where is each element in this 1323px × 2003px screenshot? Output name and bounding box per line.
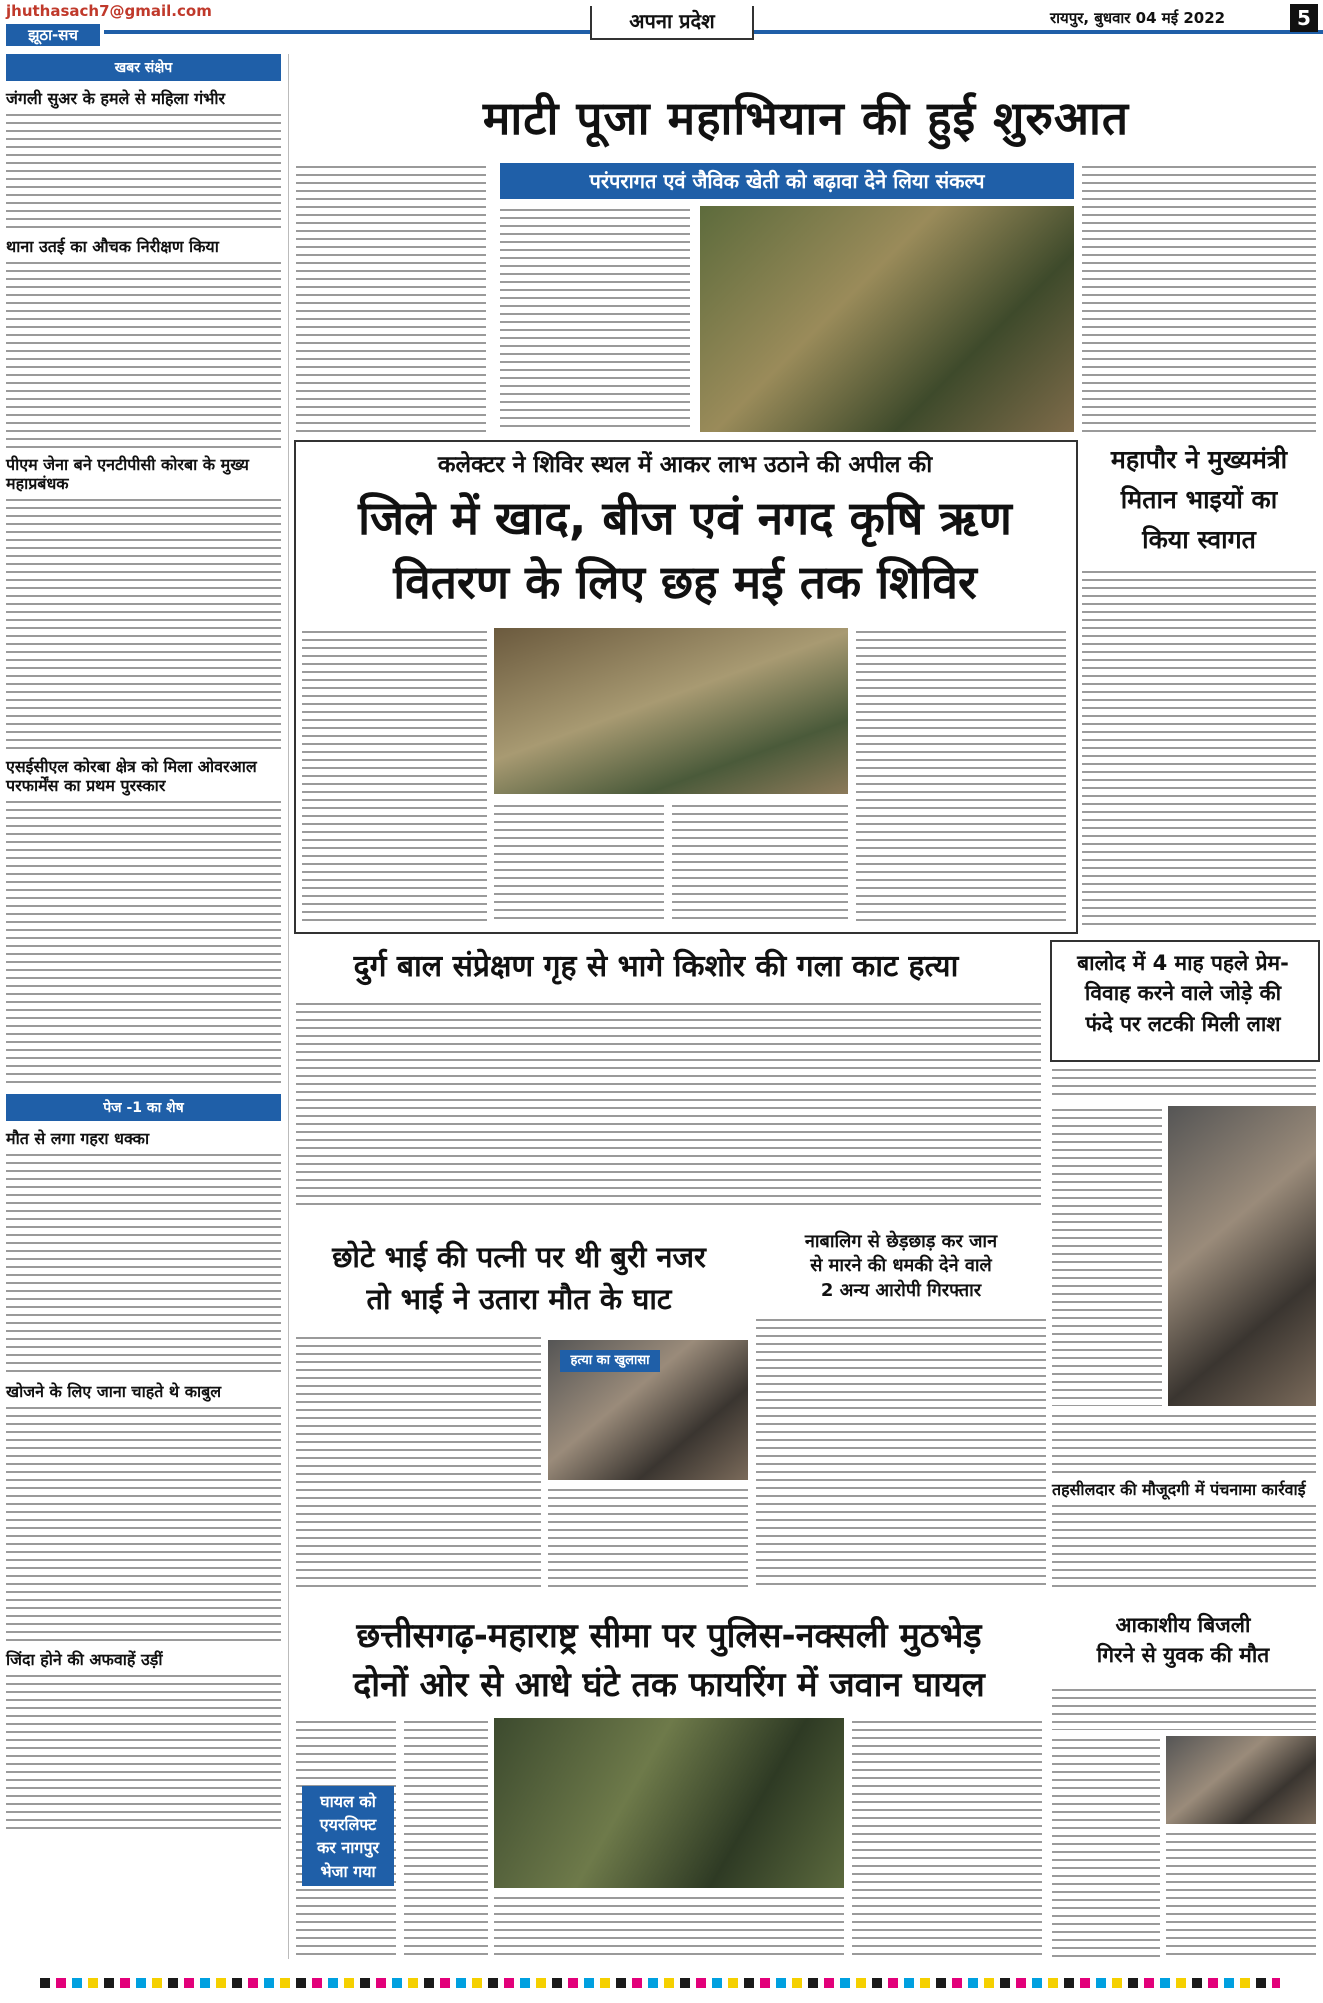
- story9-headline-line2: गिरने से युवक की मौत: [1096, 1643, 1270, 1668]
- section-title: अपना प्रदेश: [590, 6, 754, 40]
- news-brief-sidebar: [6, 54, 281, 1959]
- story6-headline: [294, 1236, 744, 1320]
- story2-body: [672, 802, 848, 923]
- story9-headline: [1050, 1610, 1316, 1671]
- story5-subhead: तहसीलदार की मौजूदगी में पंचनामा कार्रवाई: [1052, 1480, 1306, 1499]
- story2-photo: [494, 628, 848, 794]
- brief-body: [6, 259, 281, 449]
- story1-kicker: परंपरागत एवं जैविक खेती को बढ़ावा देने लिया संकल्प: [500, 163, 1074, 199]
- story3-headline: [1082, 440, 1316, 560]
- story8-callout: [302, 1786, 394, 1886]
- story5-headline-line3: फंदे पर लटकी मिली लाश: [1085, 1011, 1281, 1036]
- sidebar-label: खबर संक्षेप: [6, 54, 281, 81]
- story8-headline: [294, 1612, 1044, 1711]
- story8-callout-line2: एयरलिफ्ट: [319, 1815, 377, 1835]
- continuation-body: [6, 1151, 281, 1376]
- page-number: 5: [1290, 4, 1318, 32]
- story1-photo: [700, 206, 1074, 432]
- brief-body: [6, 496, 281, 751]
- story8-callout-line4: भेजा गया: [320, 1861, 376, 1881]
- story8-headline-line1: छत्तीसगढ़-महाराष्ट्र सीमा पर पुलिस-नक्सली मुठभेड़: [356, 1616, 982, 1656]
- story8-body: [494, 1894, 844, 1958]
- story9-body: [1166, 1830, 1316, 1958]
- story5-photo: [1168, 1106, 1316, 1406]
- brief-headline: एसईसीएल कोरबा क्षेत्र को मिला ओवरआल परफार्मेंस का प्रथम पुरस्कार: [6, 757, 257, 795]
- brief-body: [6, 111, 281, 231]
- story6-body: [548, 1486, 748, 1589]
- story2-body: [494, 802, 664, 923]
- header-email: jhuthasach7@gmail.com: [6, 2, 212, 20]
- story4-headline: दुर्ग बाल संप्रेक्षण गृह से भागे किशोर की गला काट हत्या: [353, 949, 959, 984]
- brief-headline: थाना उतई का औचक निरीक्षण किया: [6, 237, 219, 256]
- story3-headline-line3: किया स्वागत: [1142, 525, 1256, 554]
- story3-body: [1082, 568, 1316, 928]
- story5-body: [1052, 1502, 1316, 1590]
- story1-headline: माटी पूजा महाभियान की हुई शुरुआत: [482, 91, 1130, 145]
- story5-headline: [1054, 948, 1312, 1039]
- story7-headline-line2: से मारने की धमकी देने वाले: [810, 1255, 992, 1277]
- story5-body: [1052, 1412, 1316, 1474]
- story6-headline-line2: तो भाई ने उतारा मौत के घाट: [366, 1282, 672, 1317]
- story7-body: [756, 1316, 1046, 1589]
- brief-body: [6, 798, 281, 1088]
- story5-headline-line1: बालोद में 4 माह पहले प्रेम-: [1077, 951, 1289, 975]
- footer-color-bar: [40, 1978, 1280, 1988]
- story7-headline: [756, 1230, 1046, 1303]
- story2-body: [302, 628, 487, 923]
- story1-body: [296, 163, 486, 433]
- story3-headline-line1: महापौर ने मुख्यमंत्री: [1110, 445, 1288, 474]
- story8-body: [404, 1718, 488, 1958]
- brief-headline: पीएम जेना बने एनटीपीसी कोरबा के मुख्य महाप्रबंधक: [6, 455, 249, 493]
- continuation-headline: मौत से लगा गहरा धक्का: [6, 1129, 150, 1148]
- story9-body: [1052, 1686, 1316, 1730]
- story5-headline-line2: विवाह करने वाले जोड़े की: [1084, 981, 1282, 1006]
- story1-body: [500, 206, 690, 432]
- story2-headline-line2: वितरण के लिए छह मई तक शिविर: [393, 555, 977, 609]
- story8-callout-line3: कर नागपुर: [316, 1838, 380, 1858]
- story8-body: [852, 1718, 1042, 1958]
- story9-body: [1052, 1736, 1160, 1958]
- story2-headline-line1: जिले में खाद, बीज एवं नगद कृषि ऋण: [358, 491, 1012, 545]
- story2-body: [856, 628, 1066, 923]
- story9-headline-line1: आकाशीय बिजली: [1115, 1613, 1251, 1637]
- story6-body: [296, 1334, 541, 1589]
- story8-callout-line1: घायल को: [320, 1792, 376, 1811]
- story7-headline-line1: नाबालिग से छेड़छाड़ कर जान: [804, 1231, 998, 1252]
- story5-body: [1052, 1066, 1316, 1100]
- continuation-body: [6, 1404, 281, 1644]
- continuation-body: [6, 1672, 281, 1832]
- story3-headline-line2: मितान भाइयों का: [1120, 485, 1278, 514]
- brief-headline: जंगली सुअर के हमले से महिला गंभीर: [6, 89, 226, 108]
- story6-photo-caption: हत्या का खुलासा: [560, 1350, 660, 1372]
- issue-date: रायपुर, बुधवार 04 मई 2022: [1050, 9, 1226, 27]
- story8-photo: [494, 1718, 844, 1888]
- story4-body: [296, 1000, 1041, 1210]
- continuation-headline: जिंदा होने की अफवाहें उड़ीं: [6, 1650, 163, 1669]
- story2-kicker: कलेक्टर ने शिविर स्थल में आकर लाभ उठाने की अपील की: [437, 452, 933, 478]
- newspaper-logo: झूठा-सच: [6, 24, 100, 46]
- story5-body: [1052, 1106, 1162, 1406]
- page1-continuation-label: पेज -1 का शेष: [6, 1094, 281, 1121]
- story8-headline-line2: दोनों ओर से आधे घंटे तक फायरिंग में जवान घायल: [353, 1665, 985, 1706]
- story7-headline-line3: 2 अन्य आरोपी गिरफ्तार: [820, 1279, 982, 1301]
- continuation-headline: खोजने के लिए जाना चाहते थे काबुल: [6, 1382, 222, 1401]
- column-divider: [288, 54, 289, 1959]
- story9-photo: [1166, 1736, 1316, 1824]
- story6-headline-line1: छोटे भाई की पत्नी पर थी बुरी नजर: [332, 1240, 706, 1274]
- story1-body: [1082, 163, 1316, 433]
